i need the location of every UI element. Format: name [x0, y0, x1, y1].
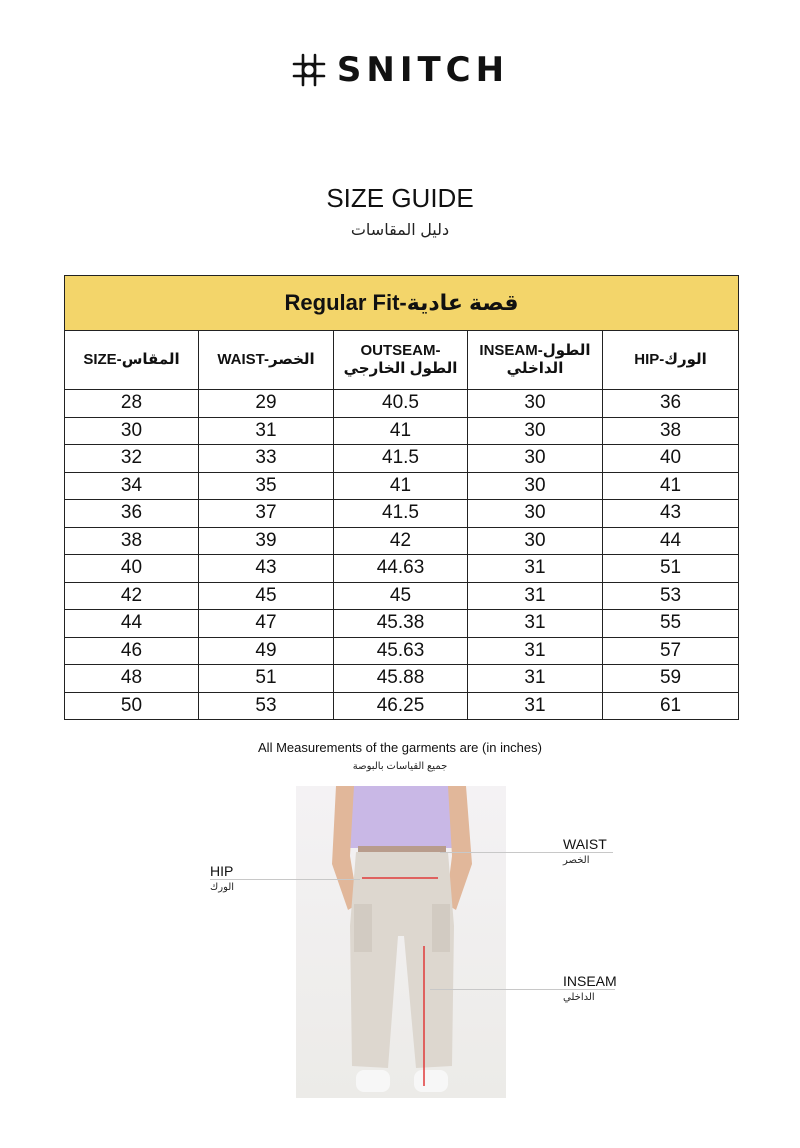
- table-cell: 53: [199, 692, 334, 720]
- table-cell: 46.25: [334, 692, 468, 720]
- column-header: [603, 331, 739, 390]
- model-illustration: [296, 786, 506, 1098]
- column-header: [468, 331, 603, 390]
- table-cell: 35: [199, 472, 334, 500]
- size-table: [64, 275, 739, 720]
- table-cell: 41.5: [334, 445, 468, 473]
- table-cell: 28: [65, 390, 199, 418]
- table-cell: 40: [603, 445, 739, 473]
- table-cell: 30: [468, 527, 603, 555]
- table-row: [65, 582, 739, 610]
- fit-title: Regular Fit-قصة عادية: [65, 276, 739, 331]
- table-cell: 36: [603, 390, 739, 418]
- waist-label: WAIST: [563, 836, 607, 852]
- table-cell: 40: [65, 555, 199, 583]
- table-row: [65, 637, 739, 665]
- table-cell: 41: [603, 472, 739, 500]
- table-cell: 61: [603, 692, 739, 720]
- table-cell: 30: [468, 445, 603, 473]
- column-header-line1: INSEAM-الطول: [479, 342, 591, 359]
- table-cell: 41: [334, 472, 468, 500]
- table-cell: 38: [65, 527, 199, 555]
- column-header-line2: الداخلي: [506, 360, 564, 377]
- table-row: [65, 555, 739, 583]
- waist-guide-line: [440, 852, 613, 853]
- table-row: [65, 445, 739, 473]
- hash-knot-logo-icon: [291, 52, 327, 88]
- model-photo: [296, 786, 506, 1098]
- table-cell: 45.63: [334, 637, 468, 665]
- hip-guide-line: [210, 879, 360, 880]
- measurement-note-arabic: جميع القياسات بالبوصة: [352, 761, 448, 772]
- column-header-line1: HIP-الورك: [634, 351, 707, 368]
- table-row: [65, 665, 739, 693]
- column-header-row: [65, 331, 739, 390]
- table-row: [65, 390, 739, 418]
- table-cell: 29: [199, 390, 334, 418]
- table-cell: 47: [199, 610, 334, 638]
- column-header: [199, 331, 334, 390]
- brand-logo: [0, 52, 800, 88]
- table-cell: 34: [65, 472, 199, 500]
- table-body: [65, 390, 739, 720]
- table-cell: 33: [199, 445, 334, 473]
- table-cell: 39: [199, 527, 334, 555]
- table-cell: 44: [603, 527, 739, 555]
- table-cell: 37: [199, 500, 334, 528]
- column-header-line1: OUTSEAM-: [360, 342, 441, 359]
- brand-name: SNITCH: [336, 50, 510, 90]
- table-cell: 51: [199, 665, 334, 693]
- table-cell: 44: [65, 610, 199, 638]
- table-cell: 38: [603, 417, 739, 445]
- table-cell: 44.63: [334, 555, 468, 583]
- table-cell: 49: [199, 637, 334, 665]
- table-cell: 31: [468, 582, 603, 610]
- table-cell: 45: [199, 582, 334, 610]
- table-cell: 31: [199, 417, 334, 445]
- waist-label-arabic: الخصر: [563, 855, 590, 866]
- table-cell: 50: [65, 692, 199, 720]
- table-cell: 31: [468, 692, 603, 720]
- table-cell: 42: [334, 527, 468, 555]
- table-cell: 57: [603, 637, 739, 665]
- page-subtitle: دليل المقاسات: [350, 222, 450, 239]
- table-cell: 31: [468, 637, 603, 665]
- column-header-line1: SIZE-المقاس: [83, 351, 180, 368]
- table-cell: 42: [65, 582, 199, 610]
- table-cell: 36: [65, 500, 199, 528]
- table-cell: 30: [468, 472, 603, 500]
- inseam-guide-line: [430, 989, 615, 990]
- table-cell: 53: [603, 582, 739, 610]
- table-cell: 41.5: [334, 500, 468, 528]
- table-cell: 45.88: [334, 665, 468, 693]
- column-header-line2: الطول الخارجي: [343, 360, 458, 377]
- table-cell: 40.5: [334, 390, 468, 418]
- table-cell: 32: [65, 445, 199, 473]
- table-row: [65, 610, 739, 638]
- table-cell: 45.38: [334, 610, 468, 638]
- hip-label-arabic: الورك: [210, 882, 235, 893]
- table-row: [65, 472, 739, 500]
- column-header-line1: WAIST-الخصر: [217, 351, 315, 368]
- table-cell: 43: [603, 500, 739, 528]
- table-cell: 30: [468, 500, 603, 528]
- measurement-note: All Measurements of the garments are (in inches): [258, 740, 542, 755]
- column-header: [65, 331, 199, 390]
- table-cell: 46: [65, 637, 199, 665]
- table-cell: 55: [603, 610, 739, 638]
- column-header: [334, 331, 468, 390]
- table-cell: 45: [334, 582, 468, 610]
- table-row: [65, 692, 739, 720]
- table-row: [65, 417, 739, 445]
- inseam-label-arabic: الداخلي: [563, 992, 595, 1003]
- table-row: [65, 527, 739, 555]
- hip-label: HIP: [210, 863, 234, 879]
- table-cell: 41: [334, 417, 468, 445]
- table-cell: 30: [468, 390, 603, 418]
- table-cell: 43: [199, 555, 334, 583]
- table-row: [65, 500, 739, 528]
- table-cell: 48: [65, 665, 199, 693]
- table-cell: 31: [468, 555, 603, 583]
- table-cell: 51: [603, 555, 739, 583]
- table-cell: 59: [603, 665, 739, 693]
- page-title: SIZE GUIDE: [326, 183, 474, 213]
- table-cell: 31: [468, 665, 603, 693]
- inseam-label: INSEAM: [563, 973, 617, 989]
- table-cell: 30: [468, 417, 603, 445]
- table-cell: 30: [65, 417, 199, 445]
- table-cell: 31: [468, 610, 603, 638]
